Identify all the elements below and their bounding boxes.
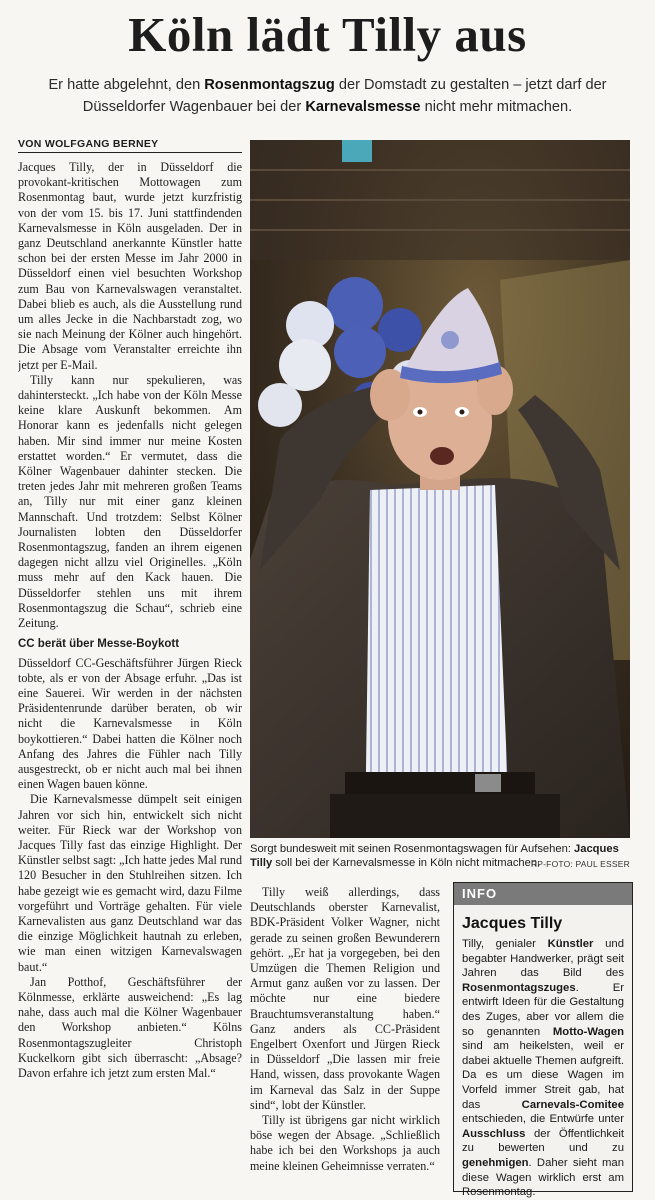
paragraph: Tilly weiß allerdings, dass Deutschlands oberster Karnevalist, BDK-Präsident Volker Wagner, nicht gerade zu seinen großen Bewunderern gehört. „Er hat ja vorgegeben, bei den Umzügen die Themen Religion und Armut ganz außen vor zu lassen. Der möchte nur eine biedere Brauchtumsveranstaltung haben.“ Ganz anders als CC-Präsident Engelbert Oxenfort und Jürgen Rieck in Düsseldorf „Die lassen mir freie Hand, wissen, dass provokante Wagen im Karneval das Salz in der Suppe sind“, lobt der Künstler. [250,885,440,1112]
info-text-bold: Carnevals-Comitee [521,1098,624,1111]
photo-credit: RP-FOTO: PAUL ESSER [530,859,630,869]
info-text-span: und begabter Handwerker, prägt seit Jahren das Bild des [462,938,624,980]
subheadline-bold1: Rosenmontagszug [204,77,335,93]
info-text-span: . Er entwirft Ideen für die Gestaltung des Zuges, aber vor allem die so genannten [462,981,624,1038]
paragraph: Düsseldorf CC-Geschäftsführer Jürgen Rieck tobte, als er von der Absage erfuhr. „Das ist eine Sauerei. Wir werden in der nächsten Präsidentenrunde darüber beraten, ob wir nicht die Karnevalsmesse in Köln boykottieren.“ Dabei hatten die Kölner noch Anfang des Jahres die Fühler nach Tilly ausgestreckt, ob er nicht auch mal bei ihnen einen Wagen bauen könne. [18,655,242,792]
subheadline-part3: nicht mehr mitmachen. [420,99,573,115]
info-text-span: . Daher sieht man diese Wagen wirklich erst am Rosenmontag. [462,1156,624,1199]
photo-illustration [250,140,630,838]
info-text-span: sind am heikelsten, weil er dabei aktuelle Themen aufgreift. Da es um diese Wagen im Vorfeld immer Streit gab, hat das [462,1040,624,1111]
article-photo [250,140,630,838]
section-subheading: CC berät über Messe-Boykott [18,638,180,651]
article-column-2 [250,885,440,1185]
paragraph: Die Karnevalsmesse dümpelt seit einigen Jahren vor sich hin, entwickelt sich nicht weiter. Für Rieck war der Workshop von Jacques Tilly fast das einzige Highlight. Der Künstler selbst sagt: „Ich hatte jedes Mal rund 120 Besucher in den Stuhlreihen sitzen. Ich habe gezeigt wie es gemacht wird, dazu Filme vorgeführt und Vorträge gehalten. Für viele Karnevalisten aus ganz Deutschland war das die einzige Möglichkeit hautnah zu erleben, wie man einen witzigen Karnevalswagen baut.“ [18,792,242,974]
info-box-text [462,937,624,1200]
info-text-bold: Ausschluss [462,1127,526,1140]
info-text-bold: Motto-Wagen [552,1025,624,1038]
caption-bold: Jacques Tilly [250,843,619,869]
caption-part2: soll bei der Karnevalsmesse in Köln nicht mitmachen. [272,857,541,869]
info-text-span: Tilly, genialer [462,938,548,950]
subheadline-part1: Er hatte abgelehnt, den [48,77,205,93]
subheadline [40,74,615,118]
info-text-span: der Öffentlichkeit zu bewerten und zu [462,1127,624,1155]
info-box-title: Jacques Tilly [462,915,563,932]
paragraph: Jan Potthof, Geschäftsführer der Kölnmesse, erklärte ausweichend: „Es lag nahe, dass auch mal die Kölner Wagenbauer den Workshop anbieten.“ Kölns Rosenmontagszugleiter Christoph Kuckelkorn gibt sich überrascht: „Absage? Davon erfahre ich jetzt zum ersten Mal.“ [18,974,242,1080]
info-box-label: INFO [454,883,632,905]
paragraph: Jacques Tilly, der in Düsseldorf die provokant-kritischen Mottowagen zum Rosenmontag baut, wurde jetzt kurzfristig von der vom 15. bis 17. Juni stattfindenden Karnevalsmesse in Köln ausgeladen. Der in ganz Deutschland anerkannte Künstler hatte schon bei der ersten Messe im Jahr 2000 in Düsseldorf einen viel besuchten Workshop zum Bau von Karnevalswagen veranstaltet. Dabei blieb es auch, als die Ausstellung rund um alles Jecke in die Nachbarstadt zog, wo sie nach Meinung der Kölner auch hingehört. Die Absage vom Veranstalter erreichte ihn jetzt per E-Mail. [18,160,242,372]
headline: Köln lädt Tilly aus [128,7,527,62]
info-box [453,882,633,1199]
subheadline-part2: der Domstadt zu gestalten – jetzt darf der Düsseldorfer Wagenbauer bei der [82,77,607,115]
article-column-1 [18,160,242,1188]
info-text-bold: genehmigen [462,1156,529,1169]
info-text-span: entschieden, die Entwürfe unter [462,1113,624,1126]
info-text-bold: Künstler [547,938,594,950]
subheadline-bold2: Karnevalsmesse [305,99,421,115]
caption-part1: Sorgt bundesweit mit seinen Rosenmontagswagen für Aufsehen: [250,843,575,855]
paragraph: Tilly kann nur spekulieren, was dahintersteckt. „Ich habe von der Köln Messe keine klare Auskunft bekommen. Am Honorar kann es jedenfalls nicht gelegen haben. Mir sind immer nur meine Kosten erstattet worden.“ Er vermutet, dass die Kölner Wagenbauer dahinter stecken. Die treten jedes Jahr mit mehreren großen Teams an, Tilly nur mit einer ganz kleinen Mannschaft. Und trotzdem: Selbst Kölner Journalisten lobten den Düsseldorfer Rosenmontagszug, fanden an ihrem eigenen dagegen nicht allzu viel Originelles. „Köln muss mehr auf den Kack hauen. Die Düsseldorfer stehlen uns mit ihrem Rosenmontagszug die Schau“, schrieb eine Zeitung. [18,372,242,631]
byline: VON WOLFGANG BERNEY [18,138,242,153]
paragraph: Tilly ist übrigens gar nicht wirklich böse wegen der Absage. „Schließlich habe ich bei den Workshops ja auch meine kleinen Geheimnisse verraten.“ [250,1113,440,1173]
info-text-bold: Rosenmontagszuges [462,981,576,994]
